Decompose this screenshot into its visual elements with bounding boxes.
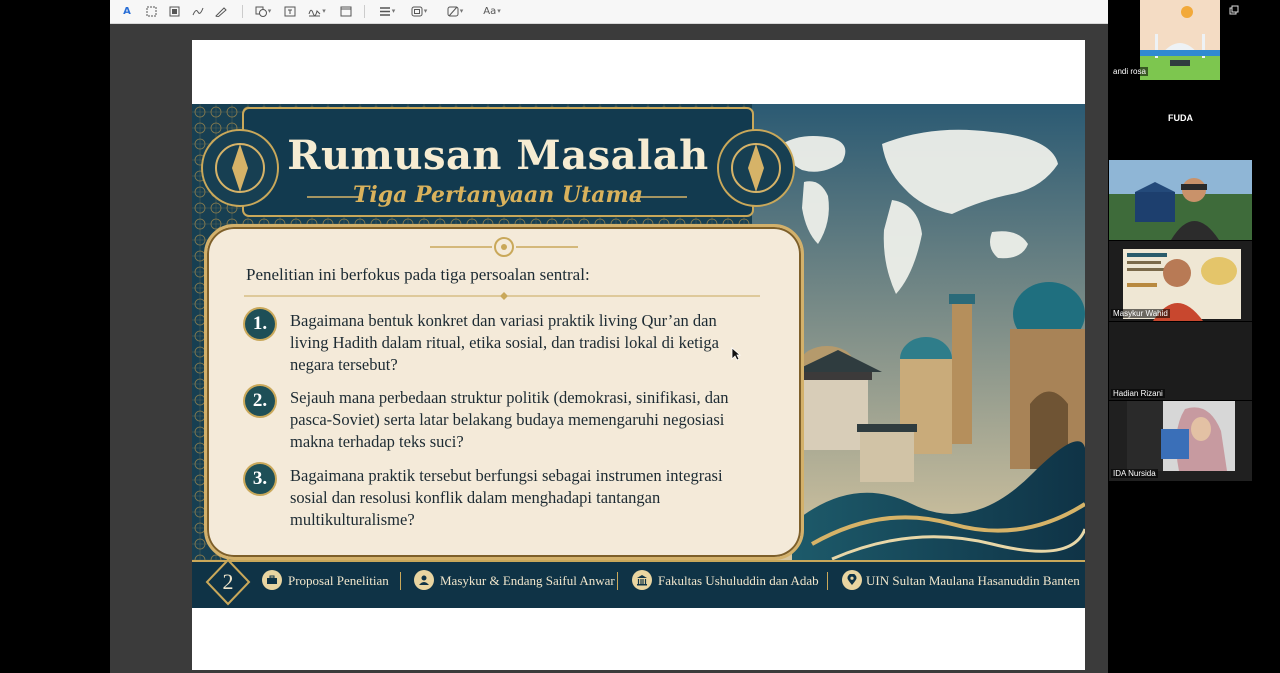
sketch-icon[interactable] — [191, 3, 205, 19]
video-feed — [1109, 160, 1252, 240]
question-text: Bagaimana praktik tersebut berfungsi sebagai instrumen integrasi sosial dan resolusi konflik dalam menghadapi tantangan multikulturalisme? — [290, 466, 723, 529]
line-style-menu-icon[interactable]: ▾ — [376, 3, 398, 19]
intro-text: Penelitian ini berfokus pada tiga persoalan sentral: — [246, 265, 590, 284]
toolbar-divider — [364, 5, 365, 18]
question-number-badge: 1. — [245, 309, 275, 339]
mouse-cursor-icon — [731, 347, 741, 361]
participant-tile-video[interactable] — [1109, 160, 1252, 240]
question-text: Sejauh mana perbedaan struktur politik (demokrasi, sinifikasi, dan pasca-Soviet) serta latar belakang budaya memengaruhi negosiasi makna terhadap teks suci? — [290, 388, 729, 451]
text-style-menu[interactable]: Aa ▾ — [483, 5, 501, 17]
participant-tile-andi-rosa[interactable] — [1140, 0, 1220, 80]
text-select-icon[interactable]: A — [123, 5, 131, 17]
footer-divider — [400, 572, 401, 590]
text-box-icon[interactable] — [283, 3, 297, 19]
shapes-menu-icon[interactable]: ▾ — [252, 3, 274, 19]
footer-faculty-label: Fakultas Ushuluddin dan Adab — [658, 573, 819, 588]
slide-subtitle: Tiga Pertanyaan Utama — [352, 182, 644, 208]
mosque-avatar-image — [1140, 0, 1220, 80]
annotation-toolbar — [110, 0, 1108, 24]
participant-name: Hadian Rizani — [1113, 389, 1163, 398]
participant-tile-fuda[interactable] — [1109, 82, 1252, 158]
slide-title: Rumusan Masalah — [287, 132, 709, 179]
question-number-badge: 2. — [245, 386, 275, 416]
participant-name: Masykur Wahid — [1113, 309, 1168, 318]
note-icon[interactable] — [339, 3, 353, 19]
footer-proposal-label: Proposal Penelitian — [288, 573, 389, 588]
fill-color-menu-icon[interactable]: ▾ — [444, 3, 466, 19]
participant-name: IDA Nursida — [1113, 469, 1156, 478]
question-number-badge: 3. — [245, 464, 275, 494]
participant-name: FUDA — [1168, 113, 1193, 123]
footer-divider — [617, 572, 618, 590]
slide-number: 2 — [222, 569, 234, 594]
location-pin-icon — [842, 570, 862, 590]
footer-divider — [827, 572, 828, 590]
question-text: Bagaimana bentuk konkret dan variasi praktik living Qur’an dan living Hadith dalam ritual, etika sosial, dan tradisi lokal di ketiga negara tersebut? — [290, 311, 719, 374]
footer-university-label: UIN Sultan Maulana Hasanuddin Banten — [866, 573, 1080, 588]
briefcase-icon — [262, 570, 282, 590]
border-color-menu-icon[interactable]: ▾ — [408, 3, 430, 19]
building-icon — [632, 570, 652, 590]
signature-menu-icon[interactable]: ▾ — [306, 3, 328, 19]
toolbar-divider — [242, 5, 243, 18]
rectangle-select-icon[interactable] — [144, 3, 158, 19]
redact-icon[interactable] — [167, 3, 181, 19]
pop-out-icon[interactable] — [1229, 5, 1239, 15]
footer-authors-label: Masykur & Endang Saiful Anwar — [440, 573, 615, 588]
draw-icon[interactable] — [214, 3, 228, 19]
participant-name: andi rosa — [1113, 67, 1146, 76]
person-icon — [414, 570, 434, 590]
